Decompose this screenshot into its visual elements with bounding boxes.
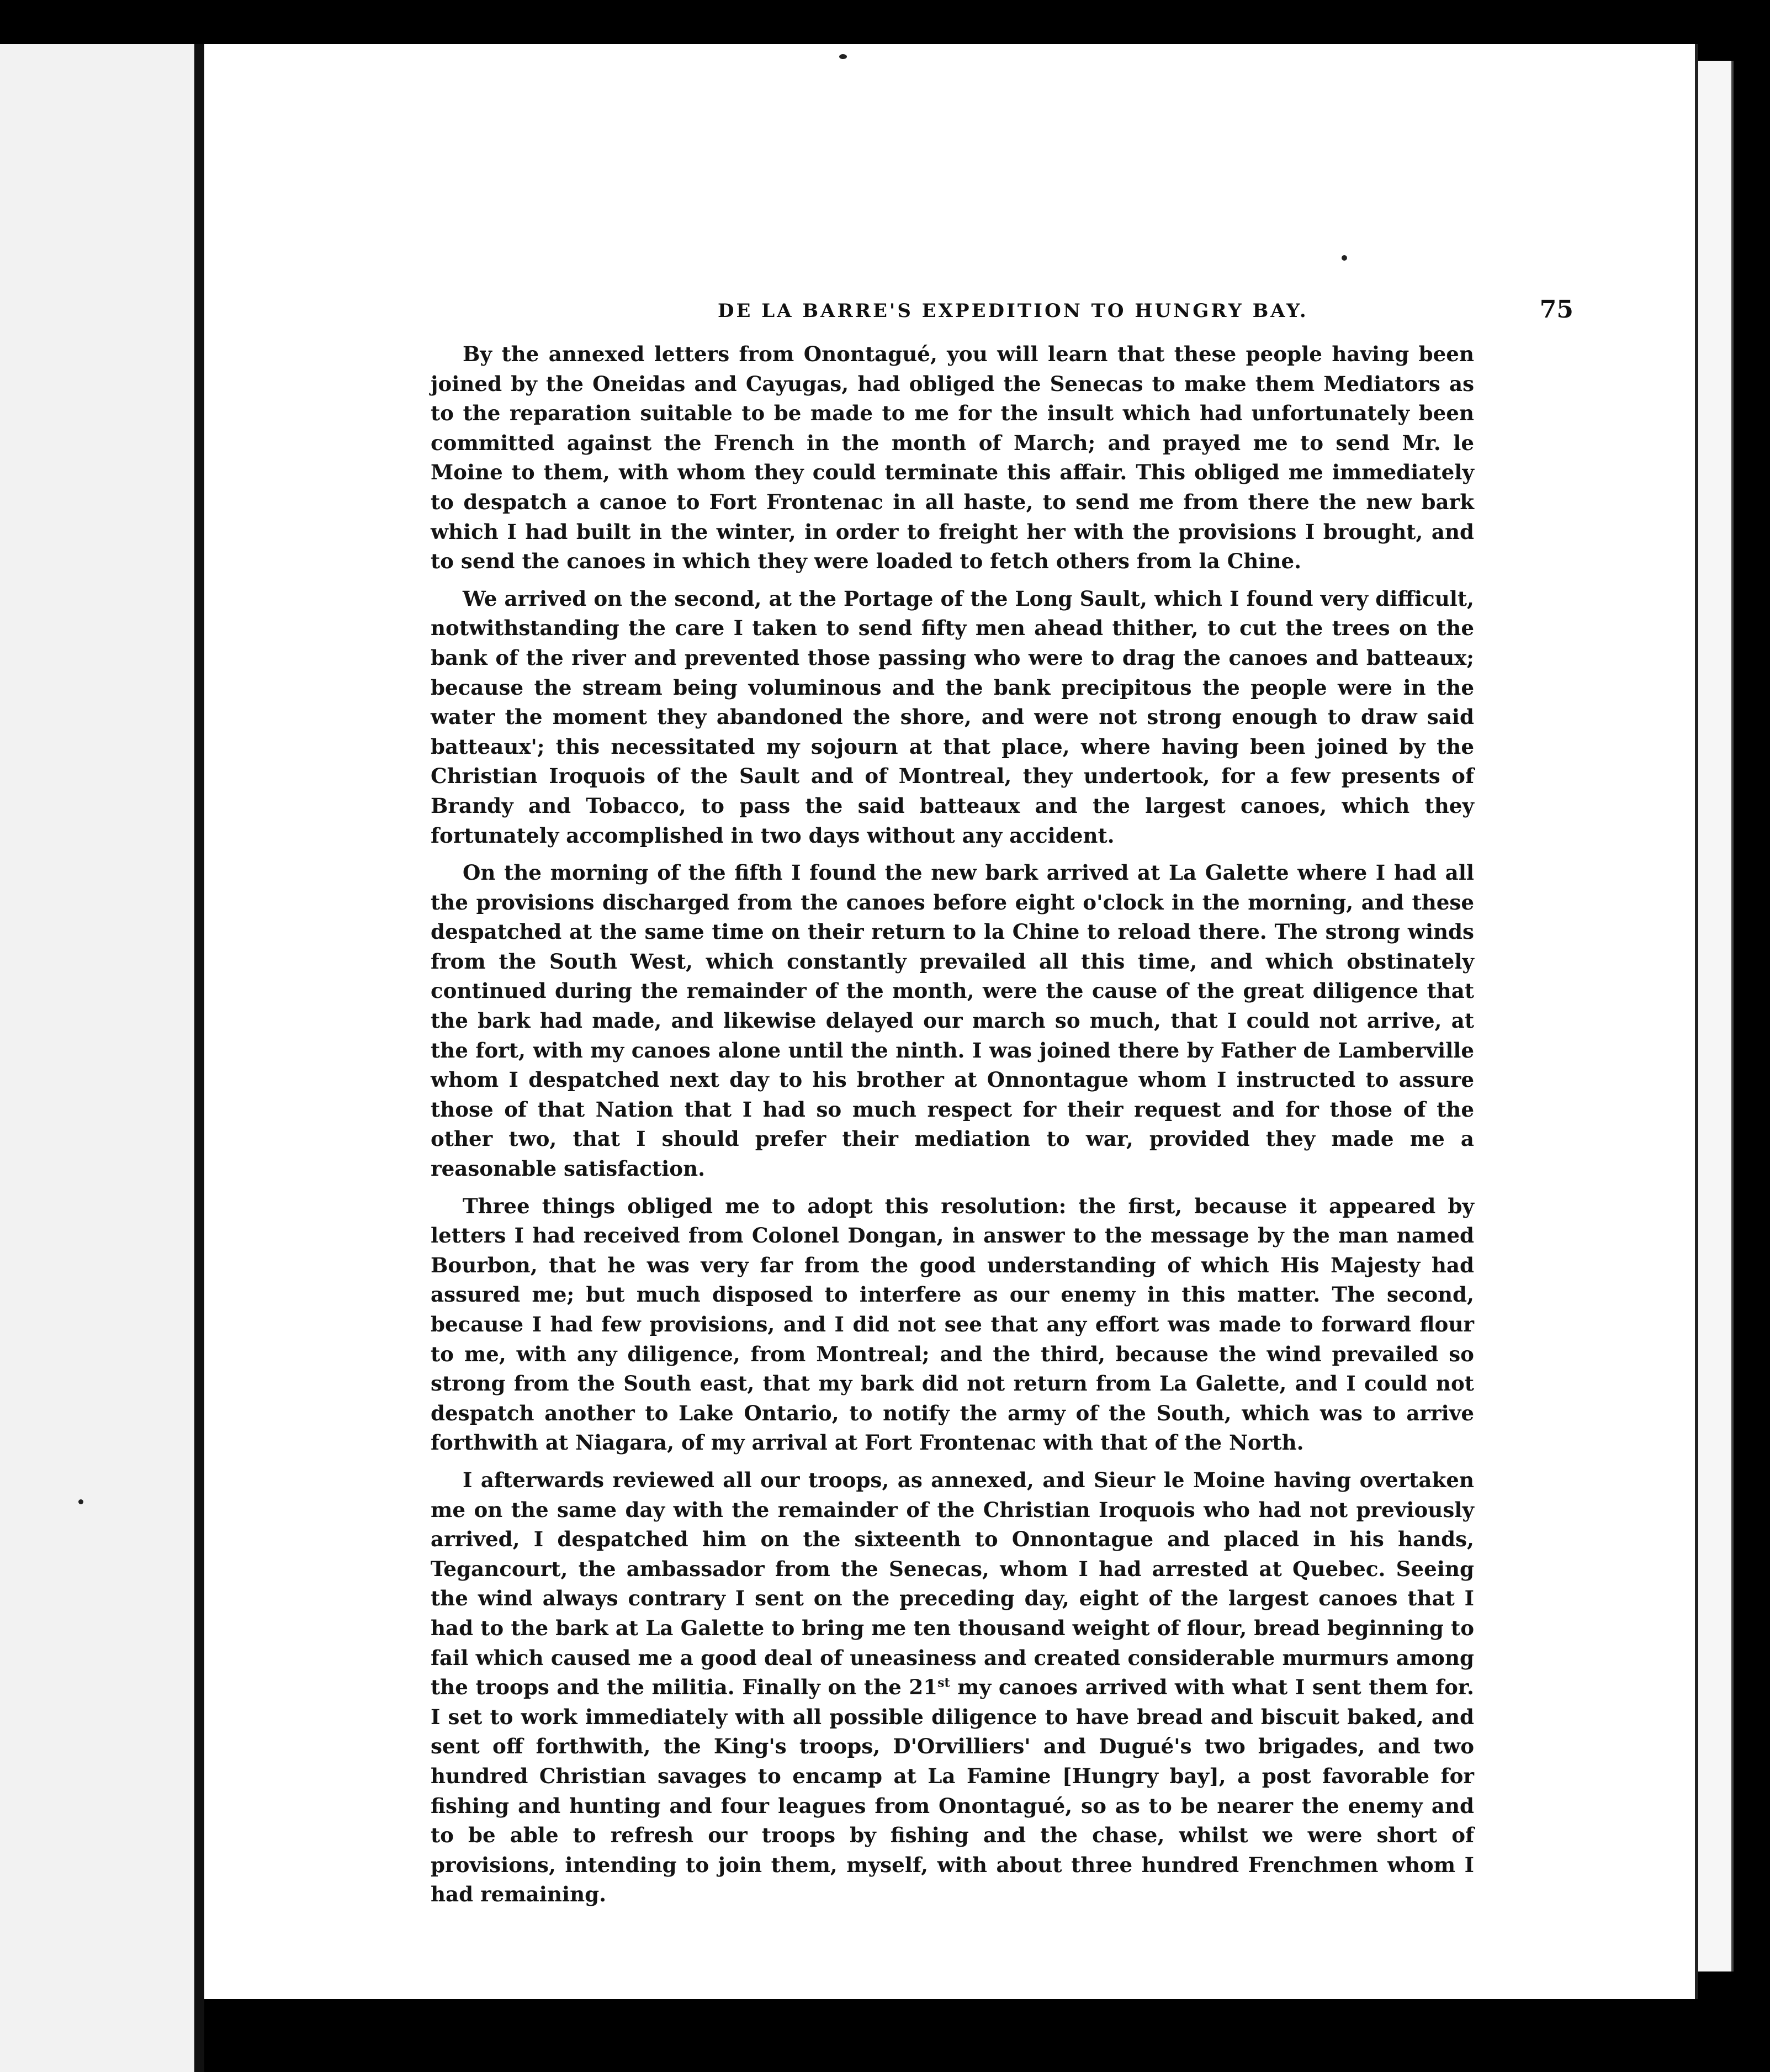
ink-speck xyxy=(78,1499,83,1504)
page-stack-edge xyxy=(1698,61,1734,1971)
paragraph-text: I afterwards reviewed all our troops, as annexed, and Sieur le Moine having overtaken me on the same day with the remainder of the Christian Iroquois who had not previously arrived, I despatched him on the sixteenth to Onnontague and placed in his hands, Tegancourt, the ambassador from the Senecas, whom I had arrested at Quebec. Seeing the wind always contrary I sent on the preceding day, eight of the largest canoes that I had to the bark at La Galette to bring me ten thousand weight of flour, bread beginning to fail which caused me a good deal of uneasiness and created considerable murmurs among the troops and the militia. Finally on the 21 xyxy=(431,1467,1474,1700)
scan-border xyxy=(204,1999,1770,2072)
ink-speck xyxy=(1342,255,1347,261)
paragraph xyxy=(431,1466,1474,1910)
facing-page-edge xyxy=(0,44,194,2072)
paragraph-text: my canoes arrived with what I sent them for. I set to work immediately with all possible diligence to have bread and biscuit baked, and sent off forthwith, the King's troops, D'Orvilliers' and Dugué's two brigades, and two hundred Christian savages to encamp at La Famine [Hungry bay], a post favorable for fishing and hunting and four leagues from Onontagué, so as to be nearer the enemy and to be able to refresh our troops by fishing and the chase, whilst we were short of provisions, intending to join them, myself, with about three hundred Frenchmen whom I had remaining. xyxy=(431,1675,1474,1907)
running-title: DE LA BARRE'S EXPEDITION TO HUNGRY BAY. xyxy=(718,300,1308,322)
ordinal-suffix: st xyxy=(937,1675,950,1690)
page-number: 75 xyxy=(1539,295,1573,324)
running-head xyxy=(718,295,1573,326)
body-text xyxy=(431,340,1474,1917)
paragraph: We arrived on the second, at the Portage of the Long Sault, which I found very difficult, notwithstanding the care I taken to send fifty men ahead thither, to cut the trees on the bank of the river and prevented those passing who were to drag the canoes and batteaux; because the stream being voluminous and the bank precipitous the people were in the water the moment they abandoned the shore, and were not strong enough to draw said batteaux'; this necessitated my sojourn at that place, where having been joined by the Christian Iroquois of the Sault and of Montreal, they undertook, for a few presents of Brandy and Tobacco, to pass the said batteaux and the largest canoes, which they fortunately accomplished in two days without any accident. xyxy=(431,586,1474,848)
paragraph: By the annexed letters from Onontagué, you will learn that these people having been joined by the Oneidas and Cayugas, had obliged the Senecas to make them Mediators as to the reparation suitable to be made to me for the insult which had unfortunately been committed against the French in the month of March; and prayed me to send Mr. le Moine to them, with whom they could terminate this affair. This obliged me immediately to despatch a canoe to Fort Frontenac in all haste, to send me from there the new bark which I had built in the winter, in order to freight her with the provisions I brought, and to send the canoes in which they were loaded to fetch others from la Chine. xyxy=(431,342,1474,574)
paragraph: On the morning of the fifth I found the new bark arrived at La Galette where I had all the provisions discharged from the canoes before eight o'clock in the morning, and these despatched at the same time on their return to la Chine to reload there. The strong winds from the South West, which constantly prevailed all this time, and which obstinately continued during the remainder of the month, were the cause of the great diligence that the bark had made, and likewise delayed our march so much, that I could not arrive, at the fort, with my canoes alone until the ninth. I was joined there by Father de Lamberville whom I despatched next day to his brother at Onnontague whom I instructed to assure those of that Nation that I had so much respect for their request and for those of the other two, that I should prefer their mediation to war, provided they made me a reasonable satisfaction. xyxy=(431,860,1474,1181)
binding-gutter xyxy=(194,44,204,2072)
paragraph: Three things obliged me to adopt this resolution: the first, because it appeared by letters I had received from Colonel Dongan, in answer to the message by the man named Bourbon, that he was very far from the good understanding of which His Majesty had assured me; but much disposed to interfere as our enemy in this matter. The second, because I had few provisions, and I did not see that any effort was made to forward flour to me, with any diligence, from Montreal; and the third, because the wind prevailed so strong from the South east, that my bark did not return from La Galette, and I could not despatch another to Lake Ontario, to notify the army of the South, which was to arrive forthwith at Niagara, of my arrival at Fort Frontenac with that of the North. xyxy=(431,1193,1474,1455)
ink-speck xyxy=(839,54,847,59)
